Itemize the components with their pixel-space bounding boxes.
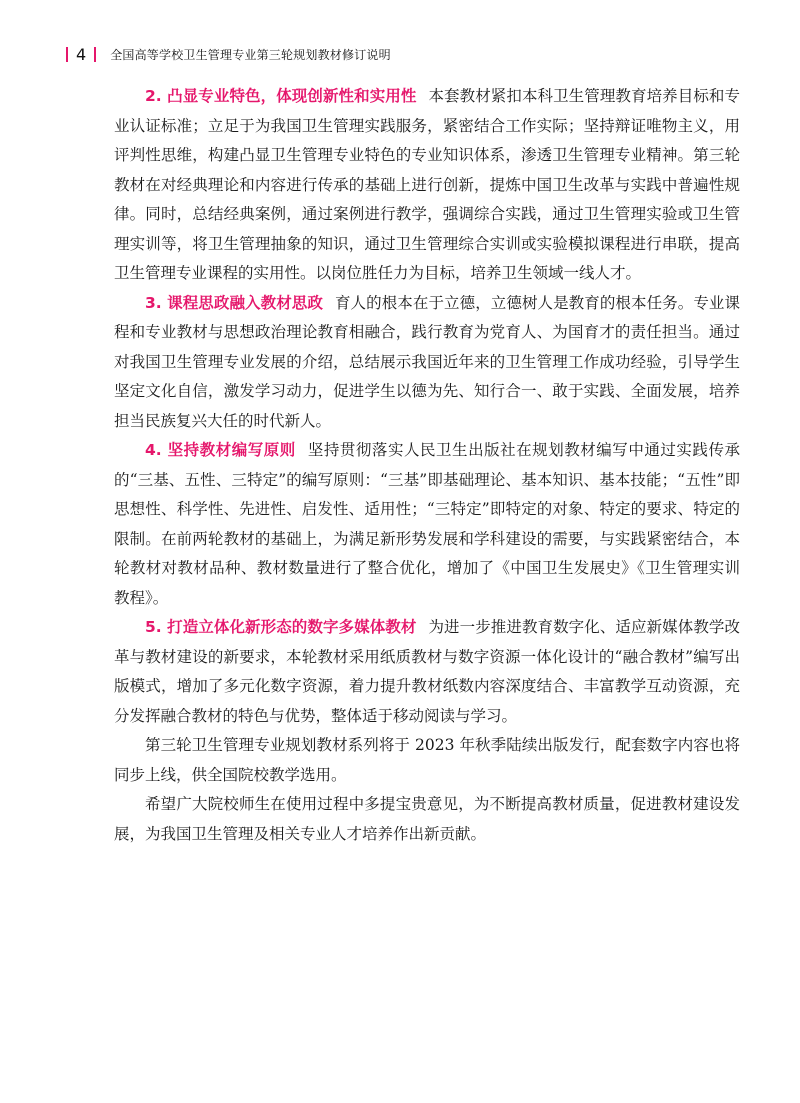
page-number: 4 (76, 44, 87, 64)
section-body: 为进一步推进教育数字化、适应新媒体教学改革与教材建设的新要求，本轮教材采用纸质教材与数字资源一体化设计的“融合教材”编写出版模式，增加了多元化数字资源，着力提升教材纸数内容深度结合、丰富教学互动资源，充分发挥融合教材的特色与优势，整体适于移动阅读与学习。 (114, 618, 740, 725)
section-body: 育人的根本在于立德，立德树人是教育的根本任务。专业课程和专业教材与思想政治理论教育相融合，践行教育为党育人、为国育才的责任担当。通过对我国卫生管理专业发展的介绍，总结展示我国近年来的卫生管理工作成功经验，引导学生坚定文化自信，激发学习动力，促进学生以德为先、知行合一、敢于实践、全面发展，培养担当民族复兴大任的时代新人。 (114, 293, 740, 430)
section-paragraph (114, 613, 740, 731)
closing-paragraph: 希望广大院校师生在使用过程中多提宝贵意见，为不断提高教材质量，促进教材建设发展，为我国卫生管理及相关专业人才培养作出新贡献。 (114, 795, 740, 843)
running-title: 全国高等学校卫生管理专业第三轮规划教材修订说明 (110, 47, 391, 62)
section-body: 坚持贯彻落实人民卫生出版社在规划教材编写中通过实践传承的“三基、五性、三特定”的编写原则：“三基”即基础理论、基本知识、基本技能；“五性”即思想性、科学性、先进性、启发性、适用性；“三特定”即特定的对象、特定的要求、特定的限制。在前两轮教材的基础上，为满足新形势发展和学科建设的需要，与实践紧密结合，本轮教材对教材品种、教材数量进行了整合优化，增加了《中国卫生发展史》《卫生管理实训教程》。 (114, 441, 740, 607)
section-paragraph (114, 82, 740, 289)
closing-paragraph: 第三轮卫生管理专业规划教材系列将于 2023 年秋季陆续出版发行，配套数字内容也将同步上线，供全国院校教学选用。 (114, 736, 740, 784)
header-bar-left (66, 47, 68, 62)
section-heading: 3. 课程思政融入教材思政 (145, 293, 323, 312)
section-heading: 4. 坚持教材编写原则 (145, 441, 296, 459)
running-header (66, 42, 391, 66)
section-paragraph (114, 289, 740, 437)
section-heading: 2. 凸显专业特色，体现创新性和实用性 (145, 87, 417, 105)
section-body: 本套教材紧扣本科卫生管理教育培养目标和专业认证标准；立足于为我国卫生管理实践服务，紧密结合工作实际；坚持辩证唯物主义，用评判性思维，构建凸显卫生管理专业特色的专业知识体系，渗透卫生管理专业精神。第三轮教材在对经典理论和内容进行传承的基础上进行创新，提炼中国卫生改革与实践中普遍性规律。同时，总结经典案例，通过案例进行教学，强调综合实践，通过卫生管理实验或卫生管理实训等，将卫生管理抽象的知识，通过卫生管理综合实训或实验模拟课程进行串联，提高卫生管理专业课程的实用性。以岗位胜任力为目标，培养卫生领域一线人才。 (114, 87, 740, 282)
section-heading: 5. 打造立体化新形态的数字多媒体教材 (145, 618, 417, 636)
section-paragraph (114, 436, 740, 613)
header-bar-right (94, 47, 96, 62)
page-content (114, 82, 740, 849)
